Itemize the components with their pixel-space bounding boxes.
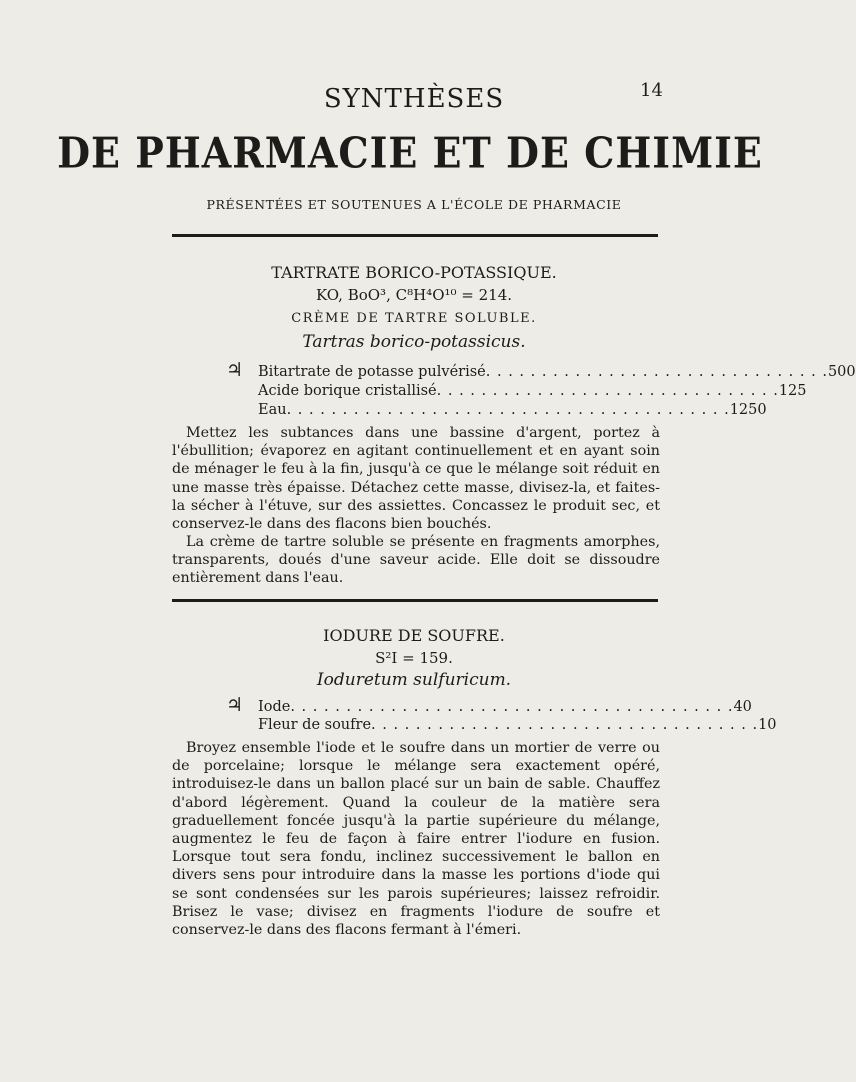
- section1-paragraph-1: Mettez les subtances dans une bassine d'argent, portez à l'ébullition; évaporez en agitant continuellement et en ayant soin de ménager le feu à la fin, jusqu'à ce que le mélange soit réduit en une masse très épaisse. Détachez cette masse, divisez-la, et faites-la sécher à l'étuve, sur des assiettes. Concassez le produit sec, et conservez-le dans des flacons bien bouchés.: [172, 425, 660, 533]
- page-number: 14: [640, 80, 663, 101]
- header-subtitle: PRÉSENTÉES ET SOUTENUES A L'ÉCOLE DE PHARMACIE: [206, 197, 622, 212]
- section1-formula: KO, BoO³, C⁸H⁴O¹⁰ = 214.: [315, 286, 513, 304]
- section-divider: [172, 234, 658, 237]
- section2-latin-name: Ioduretum sulfuricum.: [316, 670, 512, 690]
- section-divider: [172, 599, 658, 602]
- ingredient-name: Bitartrate de potasse pulvérisé: [258, 364, 486, 380]
- ingredient-row: Acide borique cristallisé . . . . . . . . . . . . . . . . . . . . . . . . . . . . . . . 125: [258, 383, 807, 399]
- ingredient-quantity: 1250: [729, 402, 767, 418]
- ingredient-row: Iode . . . . . . . . . . . . . . . . . . . . . . . . . . . . . . . . . . . . . . . . 40: [258, 699, 752, 715]
- section1-paragraph-2: La crème de tartre soluble se présente en fragments amorphes, transparents, doués d'une saveur acide. Elle doit se dissoudre entièrement dans l'eau.: [172, 534, 660, 587]
- ingredient-quantity: 500: [827, 364, 856, 380]
- section2-paragraph-1: Broyez ensemble l'iode et le soufre dans un mortier de verre ou de porcelaine; lorsque le mélange sera exactement opéré, introduisez-le dans un ballon placé sur un bain de sable. Chauffez d'abord légèrement. Quand la couleur de la matière sera graduellement foncée jusqu'à la partie supérieure du mélange, augmentez le feu de façon à faire entrer l'iodure en fusion. Lorsque tout sera fondu, inclinez successivement le ballon en divers sens pour introduire dans la masse les portions d'iode qui se sont condensées sur les parois supérieures; laissez refroidir. Brisez le vase; divisez en fragments l'iodure de soufre et conservez-le dans des flacons fermant à l'émeri.: [172, 740, 660, 939]
- rx-symbol: ♃: [226, 694, 244, 716]
- ingredient-name: Fleur de soufre: [258, 717, 372, 733]
- ingredient-name: Acide borique cristallisé: [258, 383, 437, 399]
- ingredient-row: Fleur de soufre . . . . . . . . . . . . . . . . . . . . . . . . . . . . . . . . . . . 10: [258, 717, 777, 733]
- ingredient-quantity: 10: [758, 717, 777, 733]
- title-pharmacie-chimie: DE PHARMACIE ET DE CHIMIE: [57, 127, 763, 178]
- rx-symbol: ♃: [226, 359, 244, 381]
- section2-title: IODURE DE SOUFRE.: [323, 626, 505, 645]
- ingredient-quantity: 125: [778, 383, 807, 399]
- ingredient-row: Bitartrate de potasse pulvérisé . . . . . . . . . . . . . . . . . . . . . . . . . . . . . . . 500: [258, 364, 856, 380]
- section1-subtitle: CRÈME DE TARTRE SOLUBLE.: [291, 311, 537, 326]
- section1-title: TARTRATE BORICO-POTASSIQUE.: [271, 263, 557, 282]
- title-syntheses: SYNTHÈSES: [323, 84, 505, 114]
- ingredient-name: Iode: [258, 699, 291, 715]
- section1-latin-name: Tartras borico-potassicus.: [302, 332, 526, 352]
- ingredient-row: Eau . . . . . . . . . . . . . . . . . . . . . . . . . . . . . . . . . . . . . . . . 1250: [258, 402, 767, 418]
- ingredient-name: Eau: [258, 402, 287, 418]
- ingredient-quantity: 40: [733, 699, 752, 715]
- section2-formula: S²I = 159.: [375, 649, 453, 667]
